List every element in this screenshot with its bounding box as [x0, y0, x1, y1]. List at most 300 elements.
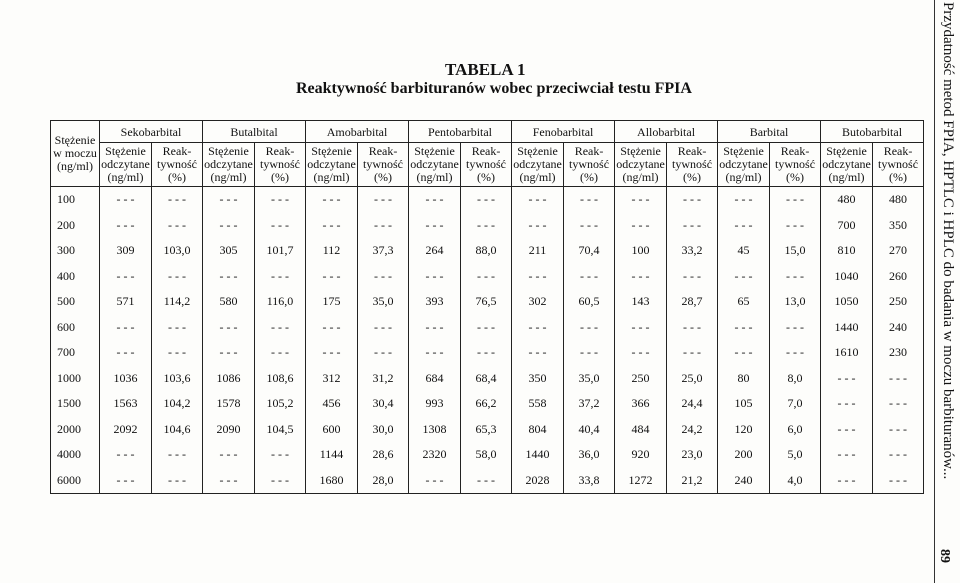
reactivity-cell: - - - [152, 442, 203, 468]
reactivity-cell: 35,0 [564, 366, 615, 392]
subheader-line: (%) [477, 170, 496, 184]
reactivity-cell: - - - [358, 187, 409, 213]
read-concentration-cell: - - - [615, 315, 667, 341]
read-concentration-cell: - - - [409, 187, 461, 213]
reactivity-cell: - - - [667, 213, 718, 239]
page-number: 89 [937, 549, 952, 563]
urine-concentration-cell: 2000 [51, 417, 100, 443]
read-concentration-cell: 120 [718, 417, 770, 443]
reactivity-cell: 76,5 [461, 289, 512, 315]
read-concentration-header [409, 143, 461, 187]
subheader-line: (ng/ml) [622, 170, 659, 184]
read-concentration-cell: - - - [306, 264, 358, 290]
read-concentration-cell: 312 [306, 366, 358, 392]
read-concentration-header [821, 143, 873, 187]
read-concentration-cell: - - - [306, 315, 358, 341]
reactivity-cell: - - - [564, 213, 615, 239]
subheader-line: Reak- [780, 144, 810, 158]
read-concentration-cell: - - - [100, 264, 152, 290]
table-body [51, 187, 924, 494]
drug-header: Butobarbital [821, 121, 924, 143]
read-concentration-cell: - - - [100, 187, 152, 213]
reactivity-header [358, 143, 409, 187]
row-header-line3: (ng/ml) [57, 159, 93, 173]
reactivity-cell: - - - [770, 264, 821, 290]
read-concentration-cell: - - - [512, 340, 564, 366]
read-concentration-cell: - - - [100, 442, 152, 468]
subheader-line: (ng/ml) [416, 170, 453, 184]
subheader-line: odczytane [307, 157, 356, 171]
subheader-line: tywność [260, 157, 300, 171]
read-concentration-cell: - - - [203, 213, 255, 239]
read-concentration-cell: 2028 [512, 468, 564, 494]
reactivity-cell: 114,2 [152, 289, 203, 315]
read-concentration-cell: - - - [203, 315, 255, 341]
read-concentration-cell: 1610 [821, 340, 873, 366]
read-concentration-cell: 143 [615, 289, 667, 315]
read-concentration-header [512, 143, 564, 187]
read-concentration-cell: 993 [409, 391, 461, 417]
subheader-line: (%) [786, 170, 805, 184]
table-row [51, 238, 924, 264]
reactivity-cell: 40,4 [564, 417, 615, 443]
read-concentration-cell: - - - [306, 213, 358, 239]
read-concentration-cell: 580 [203, 289, 255, 315]
read-concentration-cell: 305 [203, 238, 255, 264]
reactivity-cell: 35,0 [358, 289, 409, 315]
reactivity-cell: - - - [461, 187, 512, 213]
reactivity-cell: 33,2 [667, 238, 718, 264]
reactivity-cell: 66,2 [461, 391, 512, 417]
reactivity-cell: 13,0 [770, 289, 821, 315]
read-concentration-cell: 1440 [821, 315, 873, 341]
reactivity-cell: 260 [873, 264, 924, 290]
subheader-line: Reak- [883, 144, 913, 158]
read-concentration-cell: 1680 [306, 468, 358, 494]
reactivity-cell: - - - [358, 315, 409, 341]
reactivity-cell: - - - [255, 213, 306, 239]
reactivity-cell: 28,7 [667, 289, 718, 315]
reactivity-cell: 103,0 [152, 238, 203, 264]
subheader-line: tywność [569, 157, 610, 171]
read-concentration-cell: - - - [821, 468, 873, 494]
reactivity-cell: - - - [255, 340, 306, 366]
read-concentration-cell: 1578 [203, 391, 255, 417]
read-concentration-cell: - - - [512, 315, 564, 341]
read-concentration-cell: - - - [718, 213, 770, 239]
reactivity-cell: - - - [461, 264, 512, 290]
read-concentration-cell: - - - [615, 264, 667, 290]
read-concentration-cell: 920 [615, 442, 667, 468]
subheader-line: Stężenie [620, 144, 661, 158]
reactivity-cell: 108,6 [255, 366, 306, 392]
read-concentration-cell: - - - [203, 264, 255, 290]
read-concentration-cell: 484 [615, 417, 667, 443]
read-concentration-cell: - - - [409, 340, 461, 366]
reactivity-cell: 24,4 [667, 391, 718, 417]
urine-concentration-cell: 100 [51, 187, 100, 213]
read-concentration-cell: 80 [718, 366, 770, 392]
subheader-line: tywność [775, 157, 816, 171]
reactivity-cell: 70,4 [564, 238, 615, 264]
read-concentration-cell: - - - [512, 264, 564, 290]
row-header-line1: Stężenie [54, 133, 96, 147]
read-concentration-cell: 2090 [203, 417, 255, 443]
read-concentration-cell: 366 [615, 391, 667, 417]
reactivity-cell: - - - [152, 468, 203, 494]
read-concentration-cell: - - - [821, 391, 873, 417]
read-concentration-cell: 211 [512, 238, 564, 264]
reactivity-cell: 21,2 [667, 468, 718, 494]
read-concentration-cell: 1036 [100, 366, 152, 392]
reactivity-cell: 4,0 [770, 468, 821, 494]
reactivity-cell: - - - [255, 442, 306, 468]
read-concentration-cell: 1050 [821, 289, 873, 315]
reactivity-cell: - - - [358, 340, 409, 366]
reactivity-cell: 8,0 [770, 366, 821, 392]
read-concentration-cell: 480 [821, 187, 873, 213]
read-concentration-cell: - - - [203, 340, 255, 366]
read-concentration-cell: - - - [100, 213, 152, 239]
table-row [51, 366, 924, 392]
urine-concentration-cell: 6000 [51, 468, 100, 494]
subheader-line: (%) [683, 170, 702, 184]
table-row [51, 468, 924, 494]
drug-header: Pentobarbital [409, 121, 512, 143]
reactivity-cell: 105,2 [255, 391, 306, 417]
subheader-line: (ng/ml) [313, 170, 350, 184]
read-concentration-cell: 264 [409, 238, 461, 264]
reactivity-header [461, 143, 512, 187]
reactivity-cell: 68,4 [461, 366, 512, 392]
urine-concentration-cell: 4000 [51, 442, 100, 468]
read-concentration-cell: - - - [615, 340, 667, 366]
reactivity-cell: 7,0 [770, 391, 821, 417]
read-concentration-cell: 105 [718, 391, 770, 417]
subheader-line: odczytane [513, 157, 562, 171]
read-concentration-cell: 175 [306, 289, 358, 315]
read-concentration-cell: - - - [409, 468, 461, 494]
reactivity-cell: 116,0 [255, 289, 306, 315]
reactivity-cell: - - - [152, 264, 203, 290]
reactivity-cell: - - - [770, 187, 821, 213]
read-concentration-cell: - - - [409, 213, 461, 239]
reactivity-cell: 104,5 [255, 417, 306, 443]
subheader-line: Stężenie [208, 144, 249, 158]
read-concentration-cell: 1272 [615, 468, 667, 494]
read-concentration-header [100, 143, 152, 187]
read-concentration-header [615, 143, 667, 187]
subheader-line: tywność [672, 157, 713, 171]
reactivity-cell: 24,2 [667, 417, 718, 443]
row-header [51, 121, 100, 187]
reactivity-cell: 270 [873, 238, 924, 264]
subheader-line: odczytane [822, 157, 871, 171]
read-concentration-cell: 1144 [306, 442, 358, 468]
subheader-line: (ng/ml) [725, 170, 762, 184]
reactivity-cell: 65,3 [461, 417, 512, 443]
reactivity-cell: - - - [873, 366, 924, 392]
read-concentration-cell: 65 [718, 289, 770, 315]
reactivity-cell: - - - [770, 340, 821, 366]
table-row [51, 417, 924, 443]
subheader-line: Stężenie [414, 144, 455, 158]
read-concentration-cell: - - - [718, 264, 770, 290]
side-divider [934, 0, 935, 583]
read-concentration-cell: - - - [100, 340, 152, 366]
reactivity-cell: - - - [873, 391, 924, 417]
urine-concentration-cell: 300 [51, 238, 100, 264]
reactivity-cell: 23,0 [667, 442, 718, 468]
reactivity-cell: 58,0 [461, 442, 512, 468]
running-header-text: Przydatność metod FPIA, HPTLC i HPLC do badania w moczu barbituranów... [940, 2, 956, 480]
reactivity-cell: - - - [564, 315, 615, 341]
drug-header: Fenobarbital [512, 121, 615, 143]
reactivity-cell: - - - [564, 187, 615, 213]
reactivity-cell: - - - [564, 340, 615, 366]
urine-concentration-cell: 1000 [51, 366, 100, 392]
read-concentration-cell: - - - [615, 187, 667, 213]
subheader-line: odczytane [719, 157, 768, 171]
table-row [51, 340, 924, 366]
reactivity-cell: - - - [152, 213, 203, 239]
subheader-line: (%) [271, 170, 289, 184]
urine-concentration-cell: 400 [51, 264, 100, 290]
reactivity-cell: 60,5 [564, 289, 615, 315]
read-concentration-cell: 571 [100, 289, 152, 315]
reactivity-table [50, 120, 924, 494]
reactivity-cell: 25,0 [667, 366, 718, 392]
reactivity-cell: 5,0 [770, 442, 821, 468]
reactivity-cell: - - - [770, 315, 821, 341]
drug-header: Allobarbital [615, 121, 718, 143]
reactivity-cell: - - - [358, 264, 409, 290]
subheader-line: odczytane [101, 157, 150, 171]
subheader-line: tywność [157, 157, 197, 171]
read-concentration-cell: 1086 [203, 366, 255, 392]
table-row [51, 213, 924, 239]
subheader-line: tywność [878, 157, 919, 171]
read-concentration-cell: 600 [306, 417, 358, 443]
read-concentration-cell: 2092 [100, 417, 152, 443]
header-row-drugs [51, 121, 924, 143]
subheader-line: (%) [580, 170, 599, 184]
read-concentration-cell: 393 [409, 289, 461, 315]
reactivity-header [564, 143, 615, 187]
reactivity-cell: - - - [152, 187, 203, 213]
reactivity-cell: 480 [873, 187, 924, 213]
table-row [51, 264, 924, 290]
reactivity-header [255, 143, 306, 187]
reactivity-cell: - - - [667, 315, 718, 341]
reactivity-header [770, 143, 821, 187]
subheader-line: Stężenie [517, 144, 558, 158]
subheader-line: Reak- [368, 144, 398, 158]
reactivity-cell: - - - [255, 264, 306, 290]
drug-header: Butalbital [203, 121, 306, 143]
read-concentration-cell: 1040 [821, 264, 873, 290]
subheader-line: Reak- [162, 144, 192, 158]
reactivity-cell: 31,2 [358, 366, 409, 392]
read-concentration-header [718, 143, 770, 187]
subheader-line: Stężenie [311, 144, 352, 158]
reactivity-cell: 36,0 [564, 442, 615, 468]
reactivity-header [152, 143, 203, 187]
reactivity-cell: 240 [873, 315, 924, 341]
subheader-line: odczytane [204, 157, 253, 171]
read-concentration-cell: - - - [718, 315, 770, 341]
reactivity-cell: - - - [255, 315, 306, 341]
table-row [51, 442, 924, 468]
drug-header: Barbital [718, 121, 821, 143]
reactivity-cell: 101,7 [255, 238, 306, 264]
subheader-line: Stężenie [723, 144, 764, 158]
subheader-line: Reak- [677, 144, 707, 158]
subheader-line: (%) [168, 170, 186, 184]
reactivity-cell: 6,0 [770, 417, 821, 443]
subheader-line: Reak- [574, 144, 604, 158]
reactivity-cell: - - - [873, 468, 924, 494]
reactivity-cell: 33,8 [564, 468, 615, 494]
read-concentration-cell: - - - [512, 187, 564, 213]
read-concentration-cell: - - - [821, 442, 873, 468]
table-row [51, 391, 924, 417]
reactivity-cell: - - - [358, 213, 409, 239]
read-concentration-cell: - - - [718, 187, 770, 213]
reactivity-header [667, 143, 718, 187]
urine-concentration-cell: 200 [51, 213, 100, 239]
read-concentration-header [203, 143, 255, 187]
subheader-line: tywność [466, 157, 507, 171]
read-concentration-cell: - - - [203, 468, 255, 494]
read-concentration-cell: - - - [306, 340, 358, 366]
subheader-line: (ng/ml) [210, 170, 247, 184]
reactivity-cell: 28,6 [358, 442, 409, 468]
subheader-line: (ng/ml) [519, 170, 556, 184]
reactivity-cell: - - - [564, 264, 615, 290]
read-concentration-cell: 810 [821, 238, 873, 264]
subheader-line: (ng/ml) [828, 170, 865, 184]
read-concentration-cell: 700 [821, 213, 873, 239]
read-concentration-cell: - - - [100, 468, 152, 494]
read-concentration-cell: 2320 [409, 442, 461, 468]
subheader-line: tywność [363, 157, 404, 171]
read-concentration-cell: 350 [512, 366, 564, 392]
reactivity-cell: - - - [873, 442, 924, 468]
running-header [936, 0, 956, 520]
read-concentration-cell: - - - [821, 417, 873, 443]
urine-concentration-cell: 700 [51, 340, 100, 366]
read-concentration-cell: 200 [718, 442, 770, 468]
table-row [51, 289, 924, 315]
drug-header: Amobarbital [306, 121, 409, 143]
table-title: TABELA 1 [445, 60, 526, 79]
reactivity-cell: - - - [255, 468, 306, 494]
subheader-line: (ng/ml) [107, 170, 144, 184]
read-concentration-cell: 1440 [512, 442, 564, 468]
subheader-line: (%) [889, 170, 908, 184]
reactivity-cell: 37,3 [358, 238, 409, 264]
read-concentration-cell: 250 [615, 366, 667, 392]
read-concentration-cell: 1308 [409, 417, 461, 443]
read-concentration-cell: - - - [306, 187, 358, 213]
reactivity-cell: 88,0 [461, 238, 512, 264]
reactivity-cell: - - - [873, 417, 924, 443]
reactivity-cell: - - - [461, 468, 512, 494]
urine-concentration-cell: 500 [51, 289, 100, 315]
read-concentration-cell: - - - [409, 315, 461, 341]
read-concentration-cell: 558 [512, 391, 564, 417]
read-concentration-cell: - - - [615, 213, 667, 239]
reactivity-cell: 104,2 [152, 391, 203, 417]
subheader-line: odczytane [616, 157, 665, 171]
read-concentration-cell: - - - [409, 264, 461, 290]
reactivity-cell: 28,0 [358, 468, 409, 494]
read-concentration-cell: 100 [615, 238, 667, 264]
reactivity-cell: - - - [255, 187, 306, 213]
reactivity-cell: - - - [667, 340, 718, 366]
subheader-line: odczytane [410, 157, 459, 171]
read-concentration-cell: - - - [718, 340, 770, 366]
read-concentration-header [306, 143, 358, 187]
urine-concentration-cell: 1500 [51, 391, 100, 417]
read-concentration-cell: - - - [100, 315, 152, 341]
drug-header: Sekobarbital [100, 121, 203, 143]
read-concentration-cell: 456 [306, 391, 358, 417]
reactivity-header [873, 143, 924, 187]
row-header-line2: w moczu [53, 146, 97, 160]
reactivity-cell: 15,0 [770, 238, 821, 264]
table-row [51, 187, 924, 213]
subheader-line: Stężenie [826, 144, 867, 158]
header-row-subcolumns [51, 143, 924, 187]
reactivity-cell: 30,4 [358, 391, 409, 417]
table-subtitle: Reaktywność barbituranów wobec przeciwciał testu FPIA [296, 80, 692, 97]
reactivity-cell: - - - [461, 315, 512, 341]
reactivity-cell: - - - [667, 187, 718, 213]
read-concentration-cell: - - - [821, 366, 873, 392]
read-concentration-cell: 45 [718, 238, 770, 264]
read-concentration-cell: 309 [100, 238, 152, 264]
read-concentration-cell: 240 [718, 468, 770, 494]
table-row [51, 315, 924, 341]
read-concentration-cell: 804 [512, 417, 564, 443]
read-concentration-cell: - - - [512, 213, 564, 239]
reactivity-cell: 103,6 [152, 366, 203, 392]
read-concentration-cell: - - - [203, 187, 255, 213]
reactivity-cell: 230 [873, 340, 924, 366]
reactivity-cell: - - - [461, 340, 512, 366]
subheader-line: Stężenie [105, 144, 146, 158]
reactivity-cell: - - - [667, 264, 718, 290]
reactivity-cell: - - - [152, 340, 203, 366]
read-concentration-cell: 1563 [100, 391, 152, 417]
reactivity-cell: 104,6 [152, 417, 203, 443]
urine-concentration-cell: 600 [51, 315, 100, 341]
reactivity-cell: 250 [873, 289, 924, 315]
reactivity-cell: - - - [152, 315, 203, 341]
reactivity-cell: 350 [873, 213, 924, 239]
reactivity-cell: 30,0 [358, 417, 409, 443]
reactivity-cell: - - - [461, 213, 512, 239]
subheader-line: (%) [374, 170, 393, 184]
read-concentration-cell: 302 [512, 289, 564, 315]
read-concentration-cell: 684 [409, 366, 461, 392]
reactivity-cell: 37,2 [564, 391, 615, 417]
read-concentration-cell: - - - [203, 442, 255, 468]
reactivity-cell: - - - [770, 213, 821, 239]
subheader-line: Reak- [265, 144, 295, 158]
